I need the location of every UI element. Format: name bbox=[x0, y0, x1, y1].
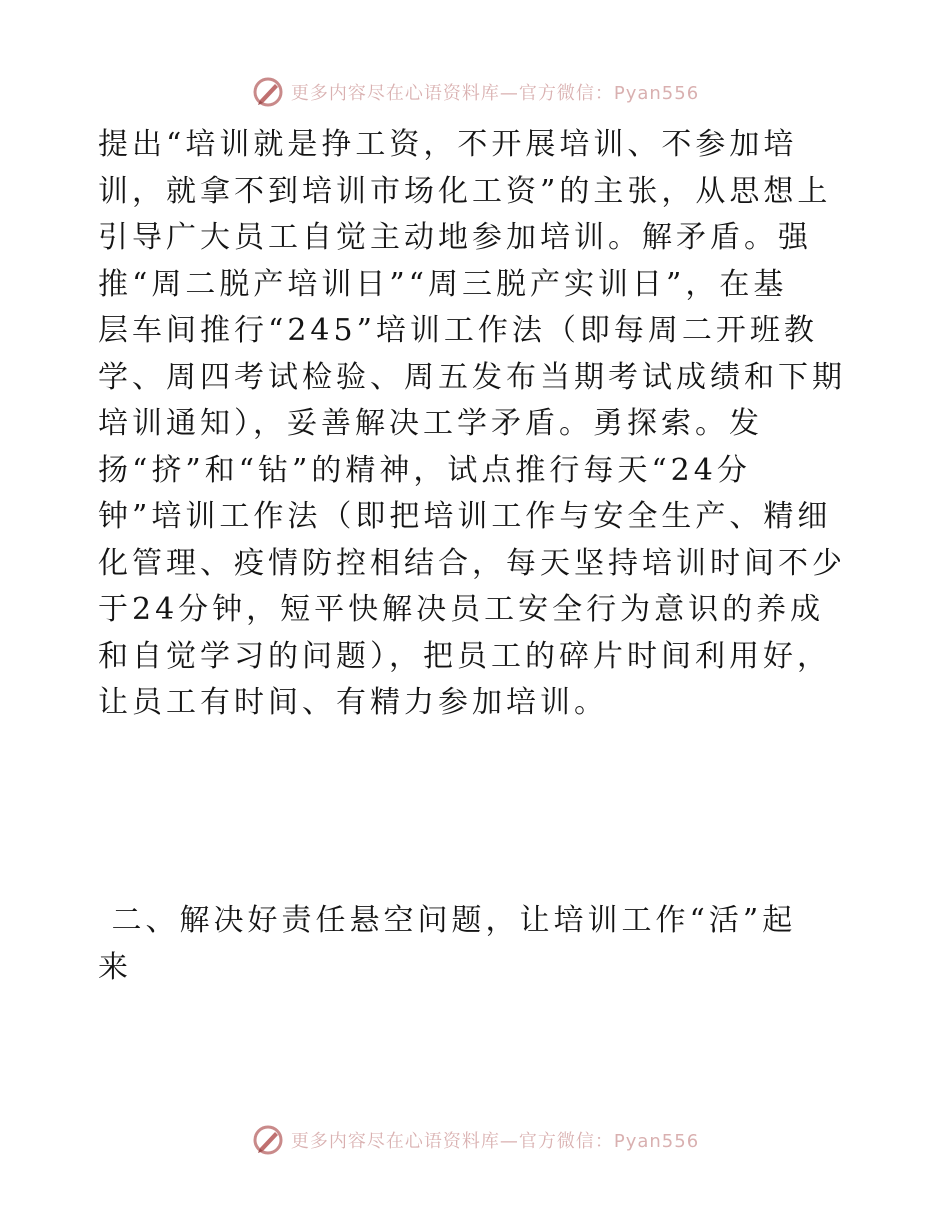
body-line: 于24分钟，短平快解决员工安全行为意识的养成 bbox=[98, 592, 825, 627]
heading-line: 来 bbox=[98, 949, 132, 985]
watermark-text: 更多内容尽在心语资料库—官方微信：Pyan556 bbox=[290, 1131, 700, 1152]
pen-logo-icon bbox=[251, 75, 285, 109]
body-paragraph bbox=[98, 122, 858, 727]
body-line: 让员工有时间、有精力参加培训。 bbox=[98, 685, 608, 720]
body-line: 扬“挤”和“钻”的精神，试点推行每天“24分 bbox=[98, 452, 751, 488]
body-line: 钟”培训工作法（即把培训工作与安全生产、精细 bbox=[98, 499, 832, 534]
pen-logo-icon bbox=[251, 1123, 285, 1157]
body-line: 和自觉学习的问题），把员工的碎片时间利用好， bbox=[98, 638, 831, 674]
body-line: 推“周二脱产培训日”“周三脱产实训日”，在基 bbox=[98, 266, 788, 302]
body-line: 训，就拿不到培训市场化工资”的主张，从思想上 bbox=[98, 173, 832, 209]
watermark-text: 更多内容尽在心语资料库—官方微信：Pyan556 bbox=[290, 83, 700, 104]
header-watermark bbox=[0, 72, 950, 112]
body-line: 培训通知），妥善解决工学矛盾。勇探索。发 bbox=[98, 406, 763, 441]
heading-line: 二、解决好责任悬空问题，让培训工作“活”起 bbox=[98, 903, 797, 938]
body-line: 提出“培训就是挣工资，不开展培训、不参加培 bbox=[98, 127, 798, 162]
body-line: 化管理、疫情防控相结合，每天坚持培训时间不少 bbox=[98, 545, 846, 581]
body-line: 学、周四考试检验、周五发布当期考试成绩和下期 bbox=[98, 359, 846, 395]
section-heading bbox=[98, 898, 858, 991]
body-line: 引导广大员工自觉主动地参加培训。解矛盾。强 bbox=[98, 220, 812, 255]
body-line: 层车间推行“245”培训工作法（即每周二开班教 bbox=[98, 313, 818, 348]
footer-watermark bbox=[0, 1120, 950, 1160]
